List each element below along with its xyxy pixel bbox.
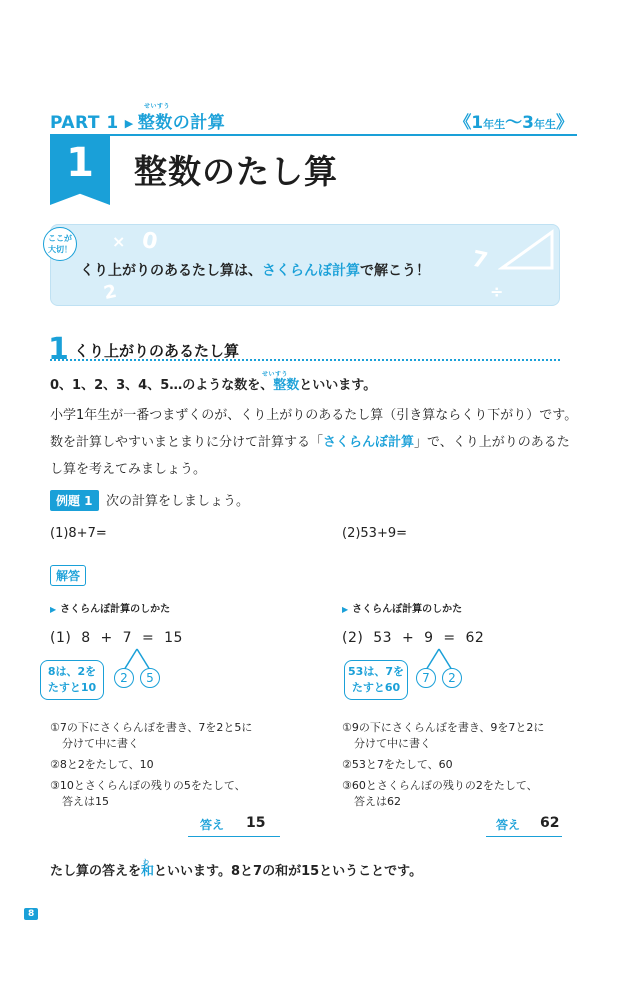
decor-zero-icon: 0 [139, 227, 160, 256]
section-title: くり上がりのあるたし算 [74, 342, 240, 360]
term-integer: 整数 [273, 378, 300, 393]
section-number: 1 [48, 332, 69, 367]
solution-2-hint-bubble: 53は、7を たすと60 [344, 660, 408, 700]
grade-range: 《1年生～3年生》 [454, 113, 573, 133]
solution-1-answer-label: 答え [200, 818, 225, 832]
triangle-icon: ▶ [342, 605, 349, 614]
cherry-circle-1a: 2 [114, 668, 134, 688]
decor-two-icon: 2 [101, 280, 119, 305]
problem-2: (2)53+9= [342, 526, 408, 541]
solution-1-answer-rule [188, 836, 280, 837]
decor-ruler-icon [498, 228, 556, 272]
solution-2-answer-value: 62 [540, 815, 560, 831]
section-divider [50, 359, 560, 361]
solution-2-answer-rule [486, 836, 562, 837]
solution-1-equation: (1) 8 + 7 = 15 [50, 630, 183, 646]
solution-2-heading: ▶ さくらんぼ計算のしかた [342, 604, 463, 615]
cherry-circle-2a: 7 [416, 668, 436, 688]
problem-1: (1)8+7= [50, 526, 107, 541]
conclusion-text: たし算の答えを和といいます。8と7の和が15ということです。 [50, 864, 423, 879]
part-title-ruby: せいすう [144, 103, 171, 110]
triangle-icon: ▶ [124, 117, 134, 130]
example-label: 例題 1 [50, 490, 99, 511]
decor-divide-icon: ÷ [490, 282, 504, 301]
term-sakuranbo: さくらんぼ計算 [323, 435, 415, 450]
conclusion-term-ruby: わ [143, 859, 150, 866]
solution-2-answer-label: 答え [496, 818, 521, 832]
part-label: PART 1 [50, 113, 119, 133]
answer-label: 解答 [50, 565, 86, 586]
key-point-text: くり上がりのあるたし算は、さくらんぼ計算で解こう！ [80, 263, 430, 279]
solution-1-hint-bubble: 8は、2を たすと10 [40, 660, 104, 700]
solution-1-heading: ▶ さくらんぼ計算のしかた [50, 604, 171, 615]
cherry-circle-2b: 2 [442, 668, 462, 688]
part-title: 整数の計算 [137, 113, 226, 133]
key-point-badge: ここが 大切！ [43, 227, 77, 261]
decor-seven-icon: 7 [469, 246, 490, 275]
intro-line: 0、1、2、3、4、5…のような数を、整数といいます。 [50, 378, 377, 393]
term-ruby: せいすう [262, 371, 289, 378]
decor-x-icon: × [112, 232, 126, 251]
part-header [50, 108, 225, 133]
key-point-highlight: さくらんぼ計算 [262, 263, 360, 279]
chapter-number: 1 [66, 140, 94, 186]
solution-2-steps: ①9の下にさくらんぼを書き、9を7と2に 分けて中に書く ②53と7をたして、60 ③60とさくらんぼの残りの2をたして、 答えは62 [342, 721, 545, 808]
solution-1-steps: ①7の下にさくらんぼを書き、7を2と5に 分けて中に書く ②8と2をたして、10 ③10とさくらんぼの残りの5をたして、 答えは15 [50, 721, 253, 808]
page-number: 8 [24, 908, 38, 920]
intro-paragraph: 小学1年生が一番つまずくのが、くり上がりのあるたし算（引き算ならくり下がり）です。 数を計算しやすいまとまりに分けて計算する「さくらんぼ計算」で、くり上がりのあるた し算を考えてみましょう。 [50, 408, 578, 477]
header-rule [50, 134, 577, 136]
term-sum: 和 [141, 864, 155, 879]
cherry-circle-1b: 5 [140, 668, 160, 688]
solution-1-answer-value: 15 [246, 815, 266, 831]
example-instruction: 次の計算をしましょう。 [106, 494, 250, 509]
chapter-title: 整数のたし算 [134, 152, 338, 191]
solution-2-equation: (2) 53 + 9 = 62 [342, 630, 485, 646]
triangle-icon: ▶ [50, 605, 57, 614]
